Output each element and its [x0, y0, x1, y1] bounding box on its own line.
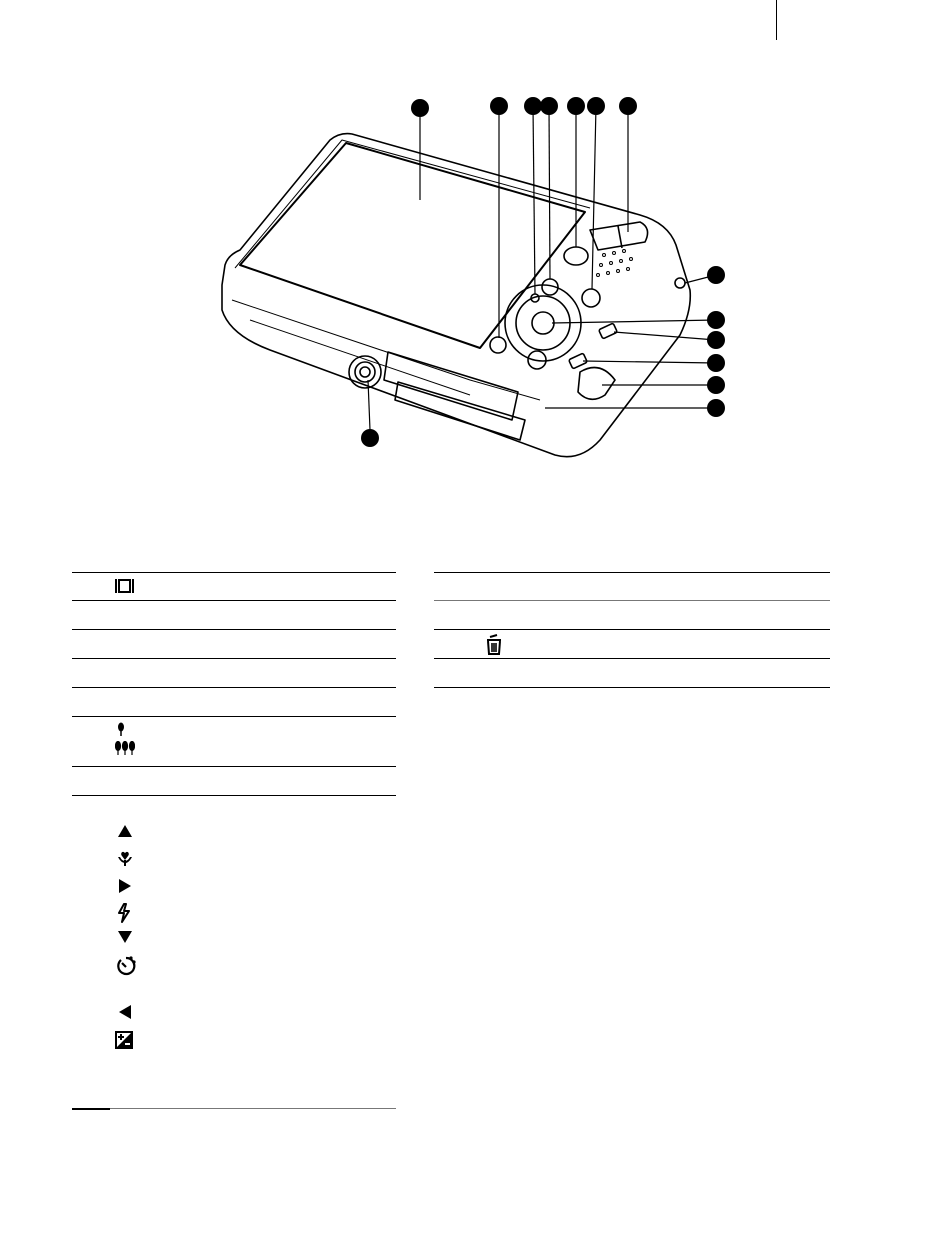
right-arrow-icon [118, 878, 132, 894]
bottom-panel [395, 382, 525, 440]
strap-eyelet [675, 278, 685, 288]
callout-13 [707, 399, 725, 417]
display-toggle-icon [115, 578, 135, 594]
battery-door [384, 352, 518, 420]
table-rule [72, 766, 396, 767]
table-bottom-accent [72, 1108, 110, 1110]
table-rule [434, 600, 830, 601]
table-rule [72, 658, 396, 659]
sd-card-cover [578, 368, 615, 400]
callout-11 [707, 354, 725, 372]
playback-button [582, 289, 600, 307]
down-arrow-icon [117, 930, 133, 944]
callout-4 [540, 97, 558, 115]
table-rule [72, 687, 396, 688]
table-top-rule [72, 572, 396, 573]
table-bottom-rule [434, 687, 830, 688]
left-arrow-icon [118, 1004, 132, 1020]
callout-9 [707, 311, 725, 329]
callout-2 [490, 97, 508, 115]
callout-10 [707, 331, 725, 349]
zoom-tele-icon [117, 722, 125, 736]
table-rule [72, 629, 396, 630]
callout-3 [524, 97, 542, 115]
table-rule [434, 629, 830, 630]
callout-12 [707, 376, 725, 394]
up-arrow-icon [117, 824, 133, 838]
macro-icon [116, 850, 134, 866]
callout-8 [707, 266, 725, 284]
table-top-rule [434, 572, 830, 573]
page-margin-line [776, 0, 777, 40]
tripod-socket [349, 356, 381, 388]
flash-icon [117, 903, 131, 923]
shutter-button [564, 247, 588, 265]
camera-back-illustration [0, 80, 950, 480]
callout-1 [411, 99, 429, 117]
table-rule [72, 795, 396, 796]
table-rule [72, 600, 396, 601]
self-timer-icon [115, 955, 137, 977]
callout-14 [361, 429, 379, 447]
callout-6 [587, 97, 605, 115]
table-rule [72, 716, 396, 717]
callout-7 [619, 97, 637, 115]
zoom-wide-icon [115, 741, 135, 755]
callout-5 [567, 97, 585, 115]
usb-port [599, 323, 618, 339]
trash-icon [484, 634, 504, 656]
table-rule [434, 658, 830, 659]
table-bottom-rule [72, 1108, 396, 1109]
set-button [532, 312, 554, 334]
exposure-compensation-icon [115, 1031, 133, 1049]
menu-button [490, 337, 506, 353]
